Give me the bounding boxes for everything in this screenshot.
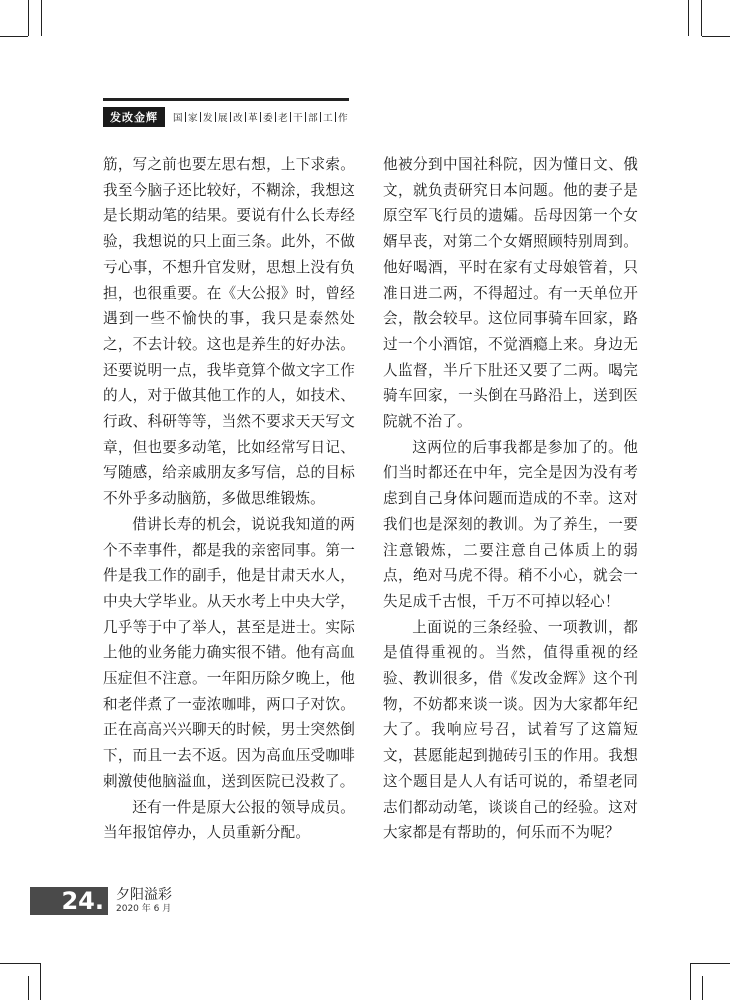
header-rule [103, 98, 349, 101]
crop-mark-top-right-v2 [688, 0, 689, 36]
paragraph: 这两位的后事我都是参加了的。他们当时都还在中年，完全是因为没有考虑到自己身体问题而造成的不幸。这对我们也是深刻的教训。为了养生，一要注意锻炼，二要注意自己体质上的弱点，绝对马虎不得。稍不小心，就会一失足成千古恨，千万不可掉以轻心！ [383, 438, 638, 610]
running-header [103, 106, 350, 128]
tagline-char: 干 [293, 113, 303, 124]
crop-mark-top-right-h [702, 36, 730, 37]
magazine-name: 夕阳溢彩 [116, 887, 172, 903]
crop-mark-top-left-v2 [41, 0, 42, 36]
crop-mark-bottom-left-v2 [28, 976, 29, 1000]
crop-mark-top-left-v [28, 0, 29, 36]
tagline-char: 发 [203, 113, 213, 124]
crop-mark-bottom-right-h [690, 963, 730, 964]
tagline-char: 委 [263, 113, 273, 124]
crop-mark-bottom-left-v [40, 963, 41, 1000]
footer-info [116, 887, 172, 915]
tagline-char: 国 [173, 113, 183, 124]
paragraph: 还有一件是原大公报的领导成员。当年报馆停办，人员重新分配。 [103, 798, 355, 842]
paragraph: 借讲长寿的机会，说说我知道的两个不幸事件，都是我的亲密同事。第一件是我工作的副手，他是甘肃天水人，中央大学毕业。从天水考上中央大学，几乎等于中了举人，甚至是进士。实际上他的业务能力确实很不错。他有高血压症但不注意。一年阳历除夕晚上，他和老伴煮了一壶浓咖啡，两口子对饮。正在高高兴兴聊天的时候，男士突然倒下，而且一去不返。因为高血压受咖啡刺激使他脑溢血，送到医院已没救了。 [103, 515, 355, 790]
page-footer [30, 887, 172, 915]
tagline-char: 改 [233, 113, 243, 124]
header-tagline [171, 110, 350, 124]
crop-mark-bottom-left-h [0, 963, 40, 964]
tagline-char: 革 [248, 113, 258, 124]
tagline-char: 工 [323, 113, 333, 124]
tagline-char: 老 [278, 113, 288, 124]
issue-date: 2020 年 6 月 [116, 904, 172, 914]
crop-mark-top-right-v [701, 0, 702, 36]
tagline-char: 部 [308, 113, 318, 124]
tagline-char: 家 [188, 113, 198, 124]
text-column-left [103, 152, 355, 846]
magazine-logo: 发改金辉 [103, 107, 165, 127]
crop-mark-bottom-right-v [690, 963, 691, 1000]
paragraph: 上面说的三条经验、一项教训，都是值得重视的。当然，值得重视的经验、教训很多，借《发改金辉》这个刊物，不妨都来谈一谈。因为大家都年纪大了。我响应号召，试着写了这篇短文，甚愿能起到抛砖引玉的作用。我想这个题目是人人有话可说的，希望老同志们都动动笔，谈谈自己的经验。这对大家都是有帮助的，何乐而不为呢？ [383, 618, 638, 842]
tagline-char: 展 [218, 113, 228, 124]
tagline-char: 作 [338, 113, 348, 124]
crop-mark-bottom-right-v2 [702, 976, 703, 1000]
paragraph: 筋，写之前也要左思右想，上下求索。我至今脑子还比较好，不糊涂，我想这是长期动笔的结果。要说有什么长寿经验，我想说的只上面三条。此外，不做亏心事，不想升官发财，思想上没有负担，也很重要。在《大公报》时，曾经遇到一些不愉快的事，我只是泰然处之，不去计较。这也是养生的好办法。还要说明一点，我毕竟算个做文字工作的人，对于做其他工作的人，如技术、行政、科研等等，当然不要求天天写文章，但也要多动笔，比如经常写日记、写随感，给亲戚朋友多写信，总的目标不外乎多动脑筋，多做思维锻炼。 [103, 156, 355, 508]
text-column-right [383, 152, 638, 846]
paragraph: 他被分到中国社科院，因为懂日文、俄文，就负责研究日本问题。他的妻子是原空军飞行员的遗孀。岳母因第一个女婿早丧，对第二个女婿照顾特别周到。他好喝酒，平时在家有丈母娘管着，只准日进二两，不得超过。有一天单位开会，散会较早。这位同事骑车回家，路过一个小酒馆，不觉酒瘾上来。身边无人监督，半斤下肚还又要了二两。喝完骑车回家，一头倒在马路沿上，送到医院就不治了。 [383, 156, 638, 431]
crop-mark-top-left-h [0, 36, 28, 37]
page-number: 24. [30, 887, 108, 915]
